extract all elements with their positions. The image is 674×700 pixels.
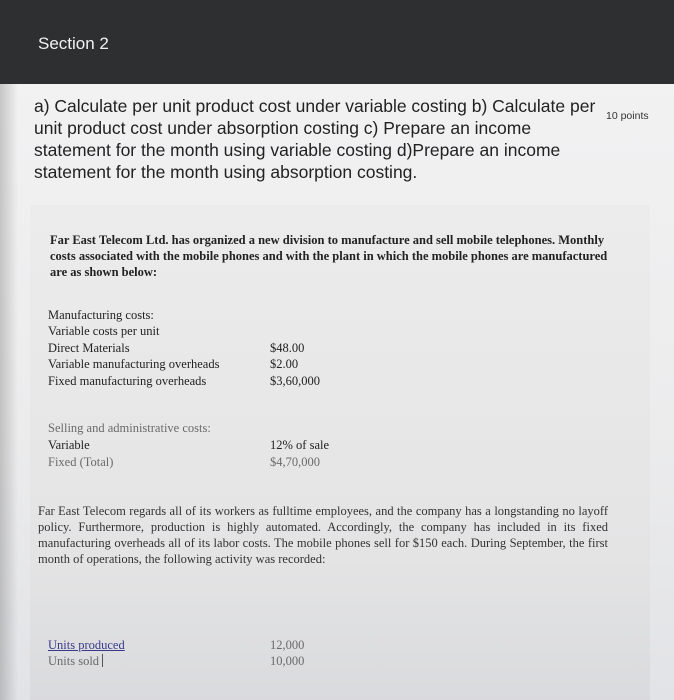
manufacturing-heading: Manufacturing costs: [48, 308, 154, 322]
units-sold-label: Units sold [48, 654, 100, 668]
edge-shadow [0, 84, 18, 700]
text-cursor [102, 654, 103, 667]
activity-value: 10,000 [270, 654, 305, 668]
activity-label [48, 653, 103, 669]
selling-heading: Selling and administrative costs: [48, 421, 211, 435]
selling-value: $4,70,000 [270, 455, 320, 469]
cost-value: $48.00 [270, 341, 305, 355]
cost-label: Variable manufacturing overheads [48, 357, 220, 371]
activity-label [48, 637, 125, 653]
cost-value: $3,60,000 [270, 374, 320, 388]
section-header [0, 0, 674, 84]
cost-label: Fixed manufacturing overheads [48, 374, 207, 388]
selling-label: Variable [48, 438, 90, 452]
selling-label: Fixed (Total) [48, 455, 114, 469]
cost-value: $2.00 [270, 357, 299, 371]
selling-value: 12% of sale [270, 438, 330, 452]
section-label: Section 2 [38, 34, 109, 53]
activity-value: 12,000 [270, 638, 305, 652]
variable-costs-subheading: Variable costs per unit [48, 324, 160, 338]
cost-label: Direct Materials [48, 341, 130, 355]
points-badge: 10 points [606, 110, 649, 122]
problem-paragraph: Far East Telecom regards all of its workers as fulltime employees, and the company has a longstanding no layoff policy. Furthermore, production is highly automated. Accordingly, the company has included in its fixed manufacturing overheads all of its labor costs. The mobile phones sell for $150 each. During September, the first month of operations, the following activity was recorded: [38, 504, 608, 566]
problem-intro: Far East Telecom Ltd. has organized a new division to manufacture and sell mobile telephones. Monthly costs associated with the mobile phones and with the plant in which the mobile phones are manufactured are as shown below: [50, 233, 608, 279]
question-text: a) Calculate per unit product cost under variable costing b) Calculate per unit product cost under absorption costing c) Prepare an income statement for the month using variable costing d)Prepare an income statement for the month using absorption costing. [34, 96, 596, 182]
units-produced-label: Units produced [48, 638, 125, 652]
